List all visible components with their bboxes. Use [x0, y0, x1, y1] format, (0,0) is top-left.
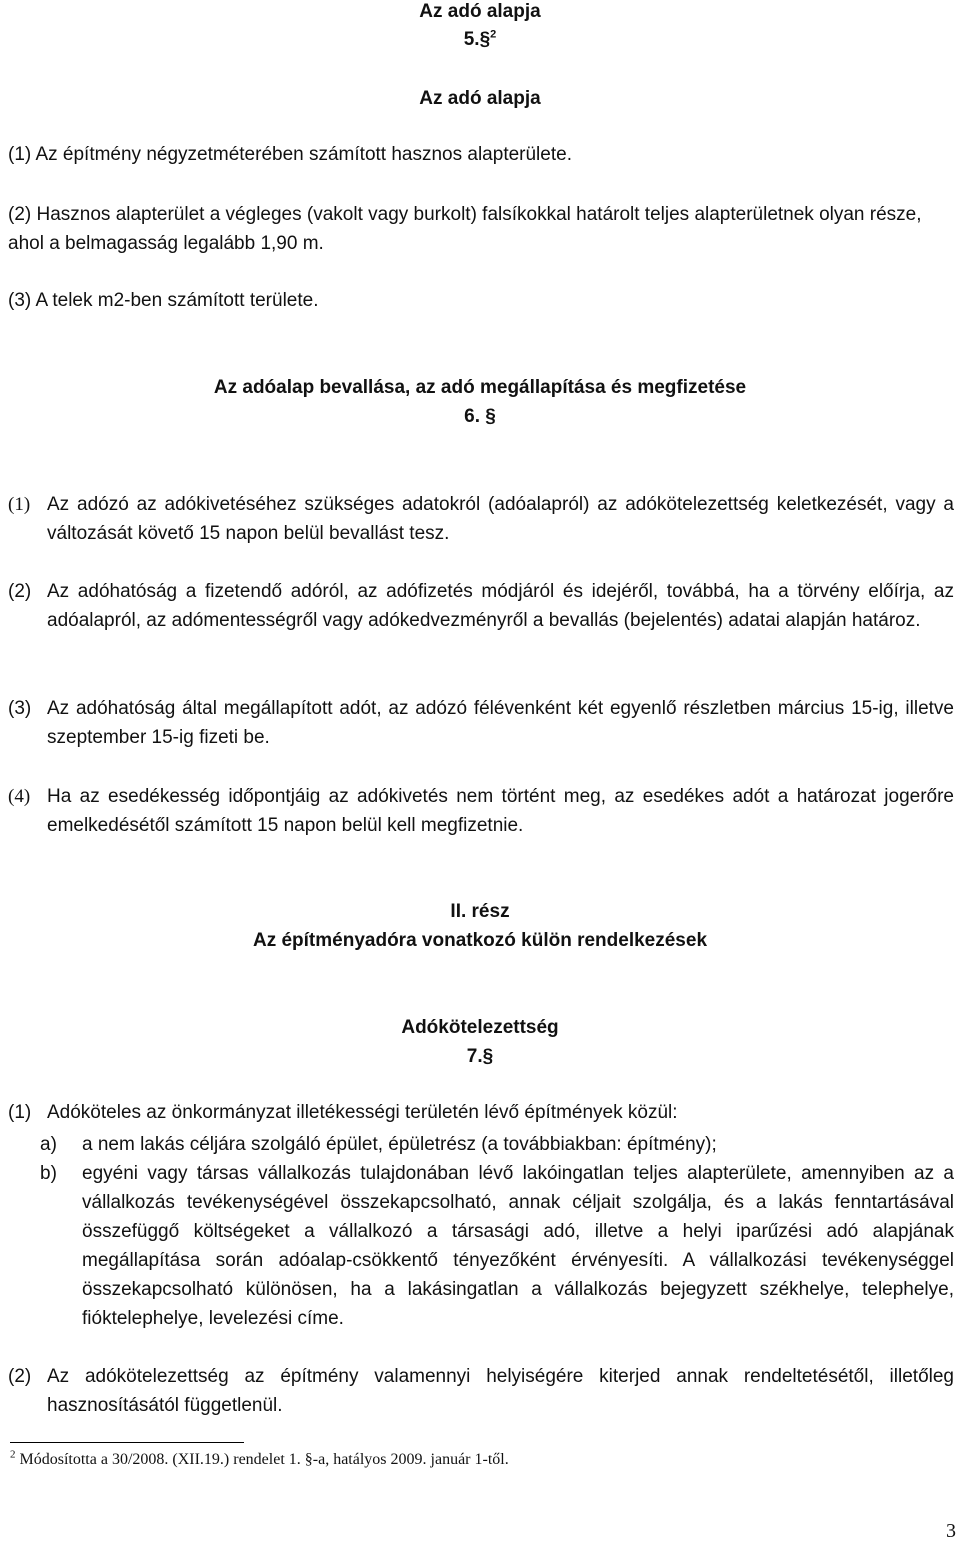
numbered-paragraph [8, 490, 954, 548]
paragraph-number: (4) [8, 786, 31, 807]
paragraph: (1) Az építmény négyzetméterében számított hasznos alapterülete. [8, 144, 572, 165]
paragraph-number: (1) [8, 1102, 32, 1123]
section-number: 7.§ [466, 1046, 494, 1067]
numbered-paragraph [8, 782, 954, 840]
list-item-text: a nem lakás céljára szolgáló épület, épületrész (a továbbiakban: építmény); [82, 1134, 717, 1155]
numbered-paragraph [8, 1098, 954, 1127]
footnote-separator [10, 1442, 244, 1443]
paragraph-text: Adóköteles az önkormányzat illetékességi területén lévő építmények közül: [47, 1102, 678, 1123]
paragraph-number: (1) [8, 494, 31, 515]
page-number: 3 [946, 1520, 956, 1542]
footnote-text: Módosította a 30/2008. (XII.19.) rendelet 1. §-a, hatályos 2009. január 1-től. [19, 1451, 509, 1468]
paragraph-text: Az adóhatóság a fizetendő adóról, az adófizetés módjáról és idejéről, továbbá, ha a törvény előírja, az adóalapról, az adómentességről vagy adókedvezményről a bevallás (bejelentés) adatai alapján határoz. [47, 581, 954, 631]
paragraph-number: (3) [8, 698, 32, 719]
part-title: Az építményadóra vonatkozó külön rendelkezések [252, 930, 708, 951]
paragraph: (2) Hasznos alapterület a végleges (vakolt vagy burkolt) falsíkokkal határolt teljes alapterületnek olyan része, ahol a belmagasság legalább 1,90 m. [8, 204, 922, 254]
section-number [0, 28, 960, 52]
paragraph: (3) A telek m2-ben számított területe. [8, 290, 319, 311]
section-number-text: 5.§ [463, 29, 491, 50]
numbered-paragraph [8, 694, 954, 752]
list-item [8, 1130, 954, 1159]
paragraph-number: (2) [8, 1366, 32, 1387]
numbered-paragraph [8, 577, 954, 635]
part-label: II. rész [450, 901, 510, 922]
list-item-letter: a) [40, 1134, 57, 1155]
list-item-text: egyéni vagy társas vállalkozás tulajdonában lévő lakóingatlan teljes alapterülete, amennyiben az a vállalkozás tevékenységével összekapcsolható, annak céljait szolgálja, és a lakás fenntartásával összefüggő költségeket a vállalkozó a társasági adó, illetve a helyi iparűzési adó alapjának megállapítása során adóalap-csökkentő tényezőként érvényesíti. A vállalkozási tevékenységgel összekapcsolható különösen, ha a lakásingatlan a vállalkozás bejegyzett székhelye, telephelye, fióktelephelye, levelezési címe. [82, 1163, 954, 1329]
footnote [10, 1449, 509, 1471]
footnote-mark: 2 [10, 1448, 16, 1461]
section-number: 6. § [464, 406, 496, 427]
numbered-paragraph [8, 1362, 954, 1420]
section-title: Az adóalap bevallása, az adó megállapítása és megfizetése [213, 377, 747, 398]
paragraph-number: (2) [8, 581, 32, 602]
list-item-letter: b) [40, 1163, 57, 1184]
footnote-reference: 2 [490, 28, 497, 41]
section-title: Az adó alapja [419, 88, 541, 109]
paragraph-text: Ha az esedékesség időpontjáig az adókivetés nem történt meg, az esedékes adót a határozat jogerőre emelkedésétől számított 15 napon belül kell megfizetnie. [47, 786, 954, 836]
paragraph-text: Az adózó az adókivetéséhez szükséges adatokról (adóalapról) az adókötelezettség keletkezését, vagy a változását követő 15 napon belül bevallást tesz. [47, 494, 954, 544]
paragraph-text: Az adóhatóság által megállapított adót, az adózó félévenként két egyenlő részletben március 15-ig, illetve szeptember 15-ig fizeti be. [47, 698, 954, 748]
section-heading: Az adó alapja [419, 1, 541, 22]
section-title: Adókötelezettség [401, 1017, 559, 1038]
list-item [8, 1159, 954, 1333]
paragraph-text: Az adókötelezettség az építmény valamennyi helyiségére kiterjed annak rendeltetésétől, illetőleg hasznosításától függetlenül. [47, 1366, 954, 1416]
